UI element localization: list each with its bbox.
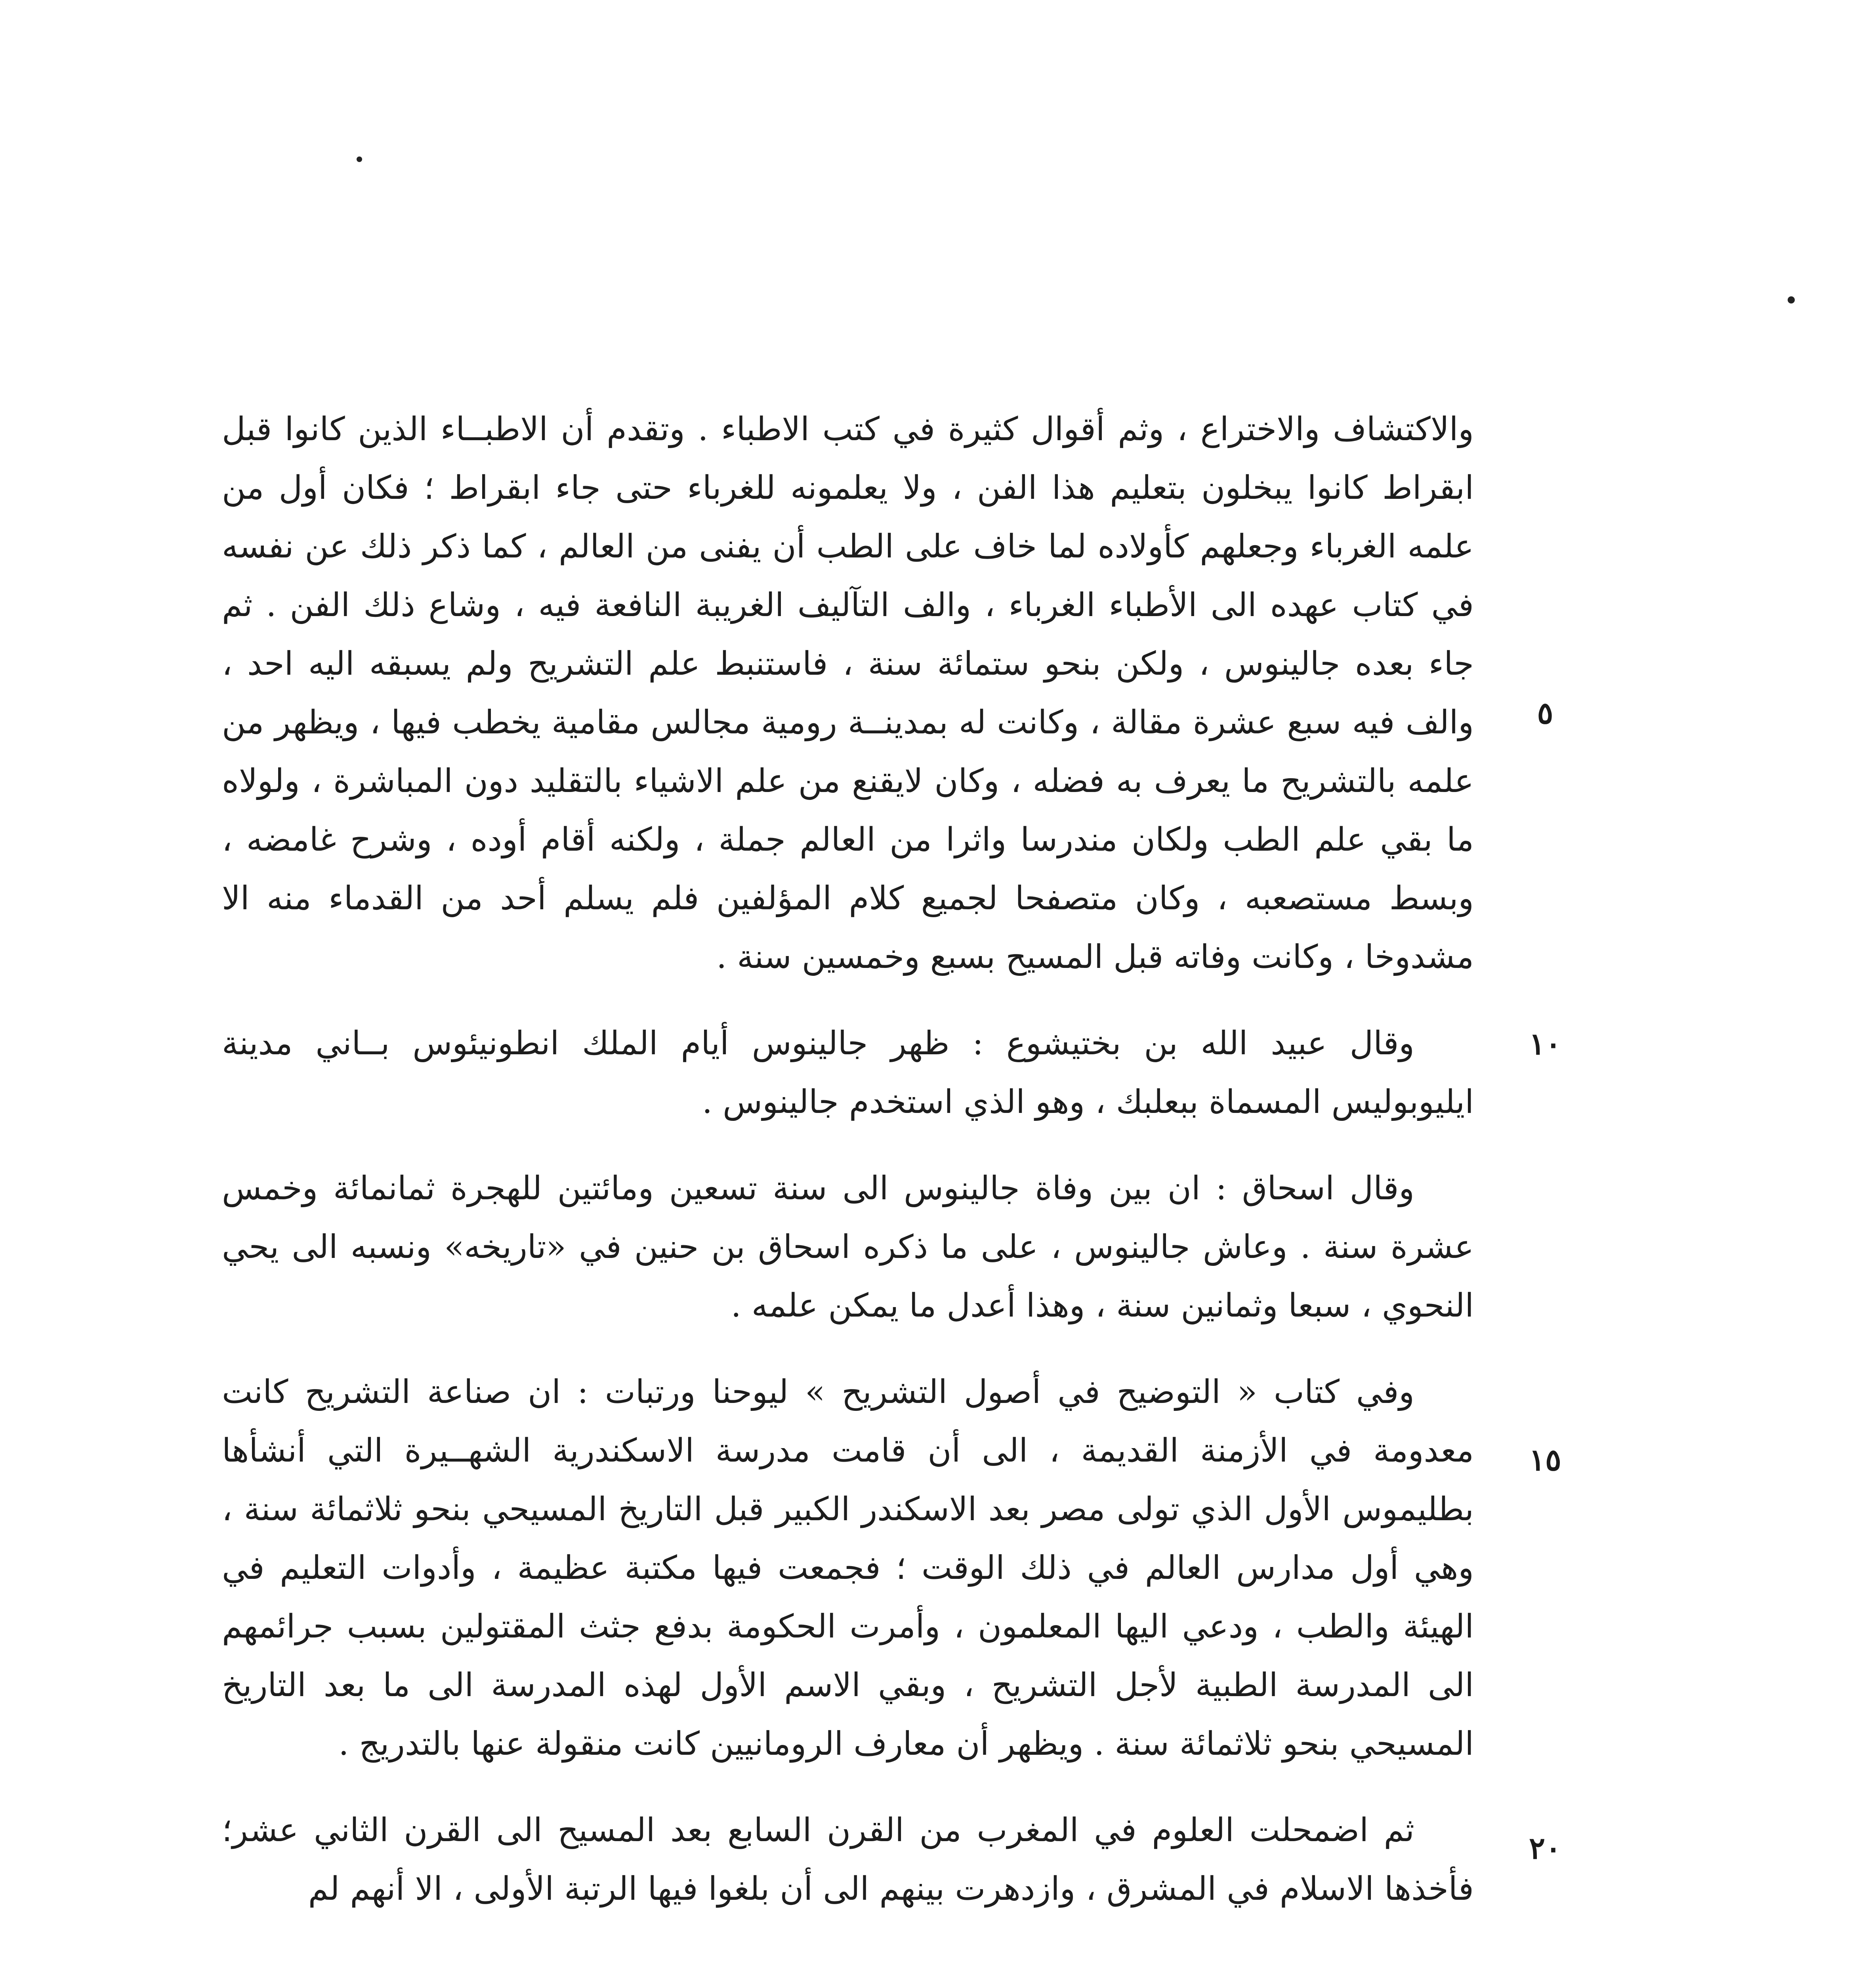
paragraph-1: والاكتشاف والاختراع ، وثم أقوال كثيرة في كتب الاطباء . وتقدم أن الاطبــاء الذين كانوا قبل ابقراط كانوا يبخلون بتعليم هذا الفن ، ولا يعلمونه للغرباء حتى جاء ابقراط ؛ فكان أول من علمه الغرباء وجعلهم كأولاده لما خاف على الطب أن يفنى من العالم ، كما ذكر ذلك عن نفسه في كتاب عهده الى الأطباء الغرباء ، والف التآليف الغريبة النافعة فيه ، وشاع ذلك الفن . ثم جاء بعده جالينوس ، ولكن بنحو ستمائة سنة ، فاستنبط علم التشريح ولم يسبقه اليه احد ، والف فيه سبع عشرة مقالة ، وكانت له بمدينــة رومية مجالس مقامية يخطب فيها ، ويظهر من علمه بالتشريح ما يعرف به فضله ، وكان لايقنع من علم الاشياء بالتقليد دون المباشرة ، ولولاه ما بقي علم الطب ولكان مندرسا واثرا من العالم جملة ، ولكنه أقام أوده ، وشرح غامضه ، وبسط مستصعبه ، وكان متصفحا لجميع كلام المؤلفين فلم يسلم أحد من القدماء منه الا مشدوخا ، وكانت وفاته قبل المسيح بسبع وخمسين سنة .: [222, 410, 1474, 976]
line-number-20: ٢٠: [1529, 1830, 1561, 1866]
paragraph-4: وفي كتاب « التوضيح في أصول التشريح » ليوحنا ورتبات : ان صناعة التشريح كانت معدومة في الأزمنة القديمة ، الى أن قامت مدرسة الاسكندرية الشهــيرة التي أنشأها بطليموس الأول الذي تولى مصر بعد الاسكندر الكبير قبل التاريخ المسيحي بنحو ثلاثمائة سنة ، وهي أول مدارس العالم في ذلك الوقت ؛ فجمعت فيها مكتبة عظيمة ، وأدوات التعليم في الهيئة والطب ، ودعي اليها المعلمون ، وأمرت الحكومة بدفع جثث المقتولين بسبب جرائمهم الى المدرسة الطبية لأجل التشريح ، وبقي الاسم الأول لهذه المدرسة الى ما بعد التاريخ المسيحي بنحو ثلاثمائة سنة . ويظهر أن معارف الرومانيين كانت منقولة عنها بالتدريج .: [222, 1373, 1474, 1763]
body-text: [222, 400, 1474, 1918]
line-number-10: ١٠: [1529, 1026, 1561, 1061]
paragraph-3: وقال اسحاق : ان بين وفاة جالينوس الى سنة تسعين ومائتين للهجرة ثمانمائة وخمس عشرة سنة . وعاش جالينوس ، على ما ذكره اسحاق بن حنين في «تاريخه» ونسبه الى يحي النحوي ، سبعا وثمانين سنة ، وهذا أعدل ما يمكن علمه .: [222, 1170, 1474, 1324]
paragraph-2: وقال عبيد الله بن بختيشوع : ظهر جالينوس أيام الملك انطونيئوس بــاني مدينة ايليوبوليس المسماة ببعلبك ، وهو الذي استخدم جالينوس .: [222, 1025, 1474, 1121]
paragraph-5: ثم اضمحلت العلوم في المغرب من القرن السابع بعد المسيح الى القرن الثاني عشر؛ فأخذها الاسلام في المشرق ، وازدهرت بينهم الى أن بلغوا فيها الرتبة الأولى ، الا أنهم لم: [222, 1811, 1474, 1908]
scan-speck: [1788, 296, 1795, 303]
line-number-15: ١٥: [1529, 1442, 1561, 1477]
line-number-5: ٥: [1537, 695, 1553, 731]
scan-speck: [357, 156, 362, 162]
